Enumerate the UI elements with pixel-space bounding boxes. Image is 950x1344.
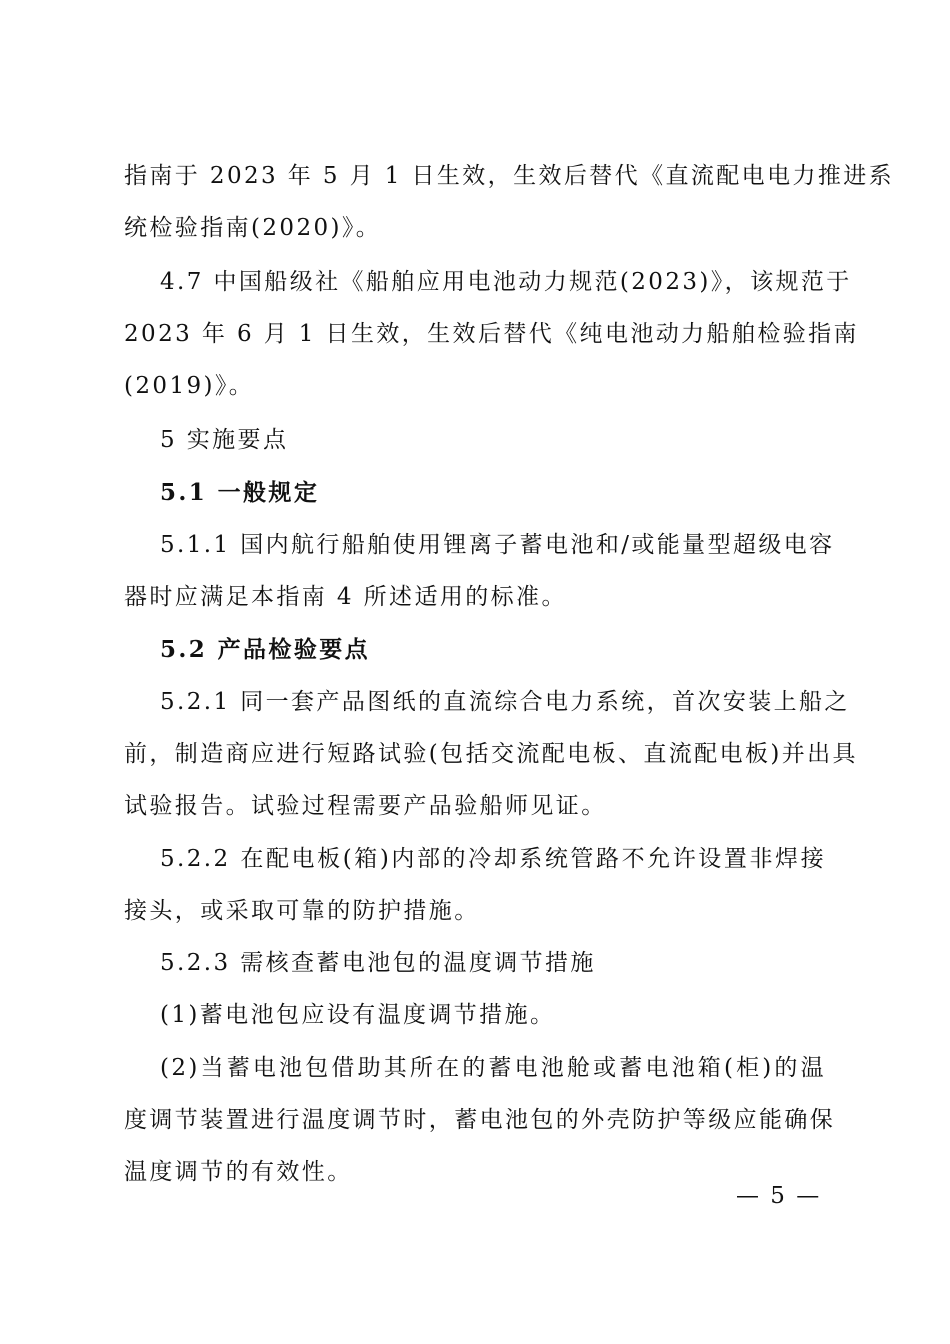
section-5-2-1-line-1: 5.2.1 同一套产品图纸的直流综合电力系统，首次安装上船之 bbox=[160, 689, 850, 715]
section-5-2-2-line-2: 接头，或采取可靠的防护措施。 bbox=[124, 898, 480, 924]
section-5-2-1-line-3: 试验报告。试验过程需要产品验船师见证。 bbox=[124, 793, 607, 819]
item-1: (1)蓄电池包应设有温度调节措施。 bbox=[160, 1002, 556, 1028]
page-number: — 5 — bbox=[736, 1183, 822, 1209]
section-4-7-line-2: 2023 年 6 月 1 日生效，生效后替代《纯电池动力船舶检验指南 bbox=[124, 321, 859, 347]
heading-5-2: 5.2 产品检验要点 bbox=[160, 636, 371, 663]
body-line-2: 统检验指南(2020)》。 bbox=[124, 215, 382, 241]
item-2-line-2: 度调节装置进行温度调节时，蓄电池包的外壳防护等级应能确保 bbox=[124, 1107, 836, 1133]
item-2-line-1: (2)当蓄电池包借助其所在的蓄电池舱或蓄电池箱(柜)的温 bbox=[160, 1055, 826, 1081]
section-5-2-1-line-2: 前，制造商应进行短路试验(包括交流配电板、直流配电板)并出具 bbox=[124, 741, 858, 767]
section-5-2-2-line-1: 5.2.2 在配电板(箱)内部的冷却系统管路不允许设置非焊接 bbox=[160, 846, 826, 872]
heading-5-1: 5.1 一般规定 bbox=[160, 479, 320, 506]
section-5-2-3: 5.2.3 需核查蓄电池包的温度调节措施 bbox=[160, 950, 596, 976]
item-2-line-3: 温度调节的有效性。 bbox=[124, 1159, 353, 1185]
heading-5: 5 实施要点 bbox=[160, 427, 289, 453]
section-4-7-line-1: 4.7 中国船级社《船舶应用电池动力规范(2023)》，该规范于 bbox=[160, 269, 852, 295]
section-5-1-1-line-1: 5.1.1 国内航行船舶使用锂离子蓄电池和/或能量型超级电容 bbox=[160, 532, 835, 558]
section-4-7-line-3: (2019)》。 bbox=[124, 373, 255, 399]
section-5-1-1-line-2: 器时应满足本指南 4 所述适用的标准。 bbox=[124, 584, 567, 610]
body-line-1: 指南于 2023 年 5 月 1 日生效，生效后替代《直流配电电力推进系 bbox=[124, 163, 895, 189]
